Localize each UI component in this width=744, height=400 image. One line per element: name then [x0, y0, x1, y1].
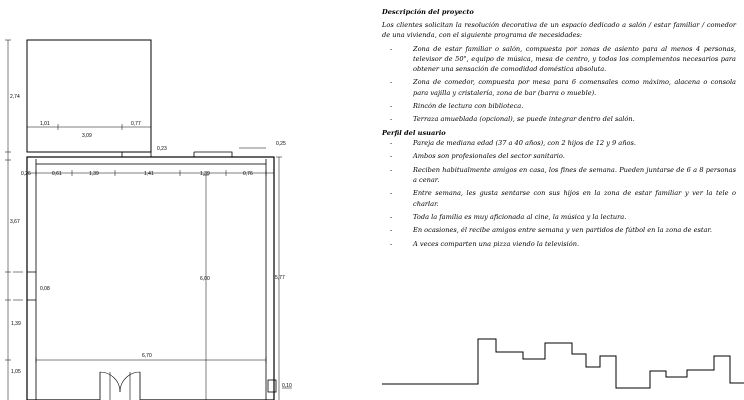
- dimension-lines: [5, 40, 292, 400]
- list-item: - Entre semana, les gusta sentarse con sus hijos en la zona de estar familiar y ver la tele o charlar.: [382, 188, 736, 208]
- description-intro: Los clientes solicitan la resolución decorativa de un espacio dedicado a salón / estar familiar / comedor de una vivienda, con el siguiente programa de necesidades:: [382, 21, 736, 40]
- dim-label: 0,61: [52, 171, 62, 177]
- side-opening: [27, 272, 36, 300]
- dim-label: 3,67: [10, 219, 20, 225]
- list-item: - Rincón de lectura con biblioteca.: [382, 101, 736, 111]
- list-item: - Reciben habitualmente amigos en casa, los fines de semana. Pueden juntarse de 6 a 8 personas a cenar.: [382, 165, 736, 185]
- list-item: - A veces comparten una pizza viendo la televisión.: [382, 239, 736, 249]
- dim-label: 0,76: [243, 171, 253, 177]
- dim-label: 0,77: [131, 121, 141, 127]
- dim-label: 0,26: [21, 171, 31, 177]
- elevation-sketch: [382, 330, 744, 392]
- list-item: - Terraza amueblada (opcional), se puede integrar dentro del salón.: [382, 114, 736, 124]
- dim-label: 6,70: [142, 353, 152, 359]
- dim-label: 5,77: [275, 275, 285, 281]
- dim-label: 1,39: [200, 171, 210, 177]
- description-title: Descripción del proyecto: [382, 8, 474, 16]
- dim-label: 2,74: [10, 94, 20, 100]
- list-item: - Pareja de mediana edad (37 a 40 años), con 2 hijos de 12 y 9 años.: [382, 138, 736, 148]
- list-item: - Ambos son profesionales del sector sanitario.: [382, 151, 736, 161]
- dim-label: 1,41: [144, 171, 154, 177]
- column-box: [268, 380, 276, 392]
- dim-label: 3,09: [82, 133, 92, 139]
- list-item: - En ocasiones, él recibe amigos entre semana y ven partidos de fútbol en la zona de estar.: [382, 225, 736, 235]
- dim-label: 6,00: [200, 276, 210, 282]
- dim-label: 0,10: [282, 383, 292, 389]
- list-item: - Zona de comedor, compuesta por mesa para 6 comensales como máximo, alacena o consola para vajilla y cristalería, zona de bar (barra o mueble).: [382, 77, 736, 97]
- profile-title: Perfil del usuario: [382, 128, 446, 137]
- project-brief: [382, 7, 736, 252]
- room-inner-wall: [36, 164, 266, 400]
- elevation-outline: [382, 339, 744, 388]
- dim-label: 1,39: [89, 171, 99, 177]
- wall-returns: [36, 159, 266, 164]
- dim-label: 0,08: [40, 286, 50, 292]
- dim-label: 1,01: [40, 121, 50, 127]
- list-item: - Toda la familia es muy aficionada al cine, la música y la lectura.: [382, 212, 736, 222]
- dim-label: 0,25: [276, 141, 286, 147]
- window-recess: [122, 152, 151, 157]
- door-symbol: [100, 368, 140, 400]
- requirements-list: [382, 44, 736, 125]
- wall-notch: [194, 152, 232, 157]
- dim-label: 1,39: [11, 321, 21, 327]
- dim-label: 1,05: [11, 369, 21, 375]
- profile-list: [382, 138, 736, 249]
- list-item: - Zona de estar familiar o salón, compuesta por zonas de asiento para al menos 4 personas, televisor de 50", equipo de música, mesa de centro, y todos los complementos necesarios para obtener una sensación de comodidad doméstica absoluta.: [382, 44, 736, 75]
- room-outer-wall: [27, 157, 274, 400]
- dim-label: 0,23: [157, 146, 167, 152]
